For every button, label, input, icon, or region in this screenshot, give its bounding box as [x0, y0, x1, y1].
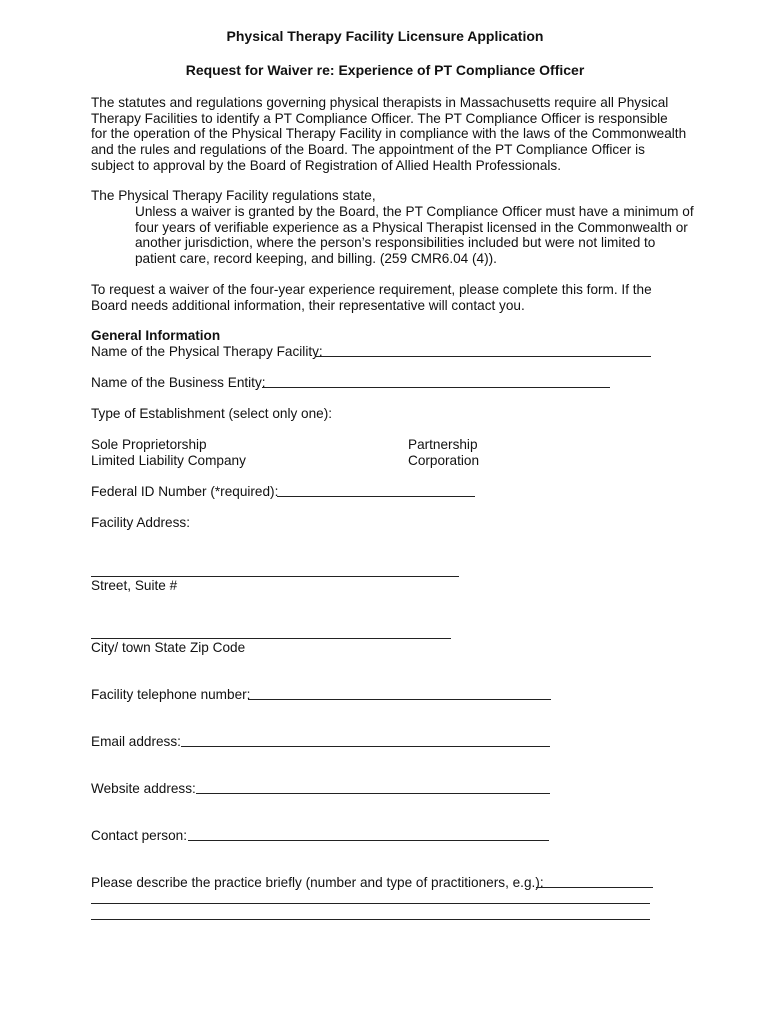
contact-person-label: Contact person:	[91, 828, 187, 843]
instructions-line: To request a waiver of the four-year experience requirement, please complete this form. If the	[91, 282, 652, 297]
telephone-field[interactable]	[248, 699, 551, 700]
business-entity-field[interactable]	[262, 387, 610, 388]
street-field[interactable]	[91, 576, 459, 577]
intro-line: The statutes and regulations governing physical therapists in Massachusetts require all Physical	[91, 95, 669, 110]
page-title: Physical Therapy Facility Licensure Application	[226, 28, 544, 44]
practice-description-field[interactable]	[536, 887, 653, 888]
contact-person-field[interactable]	[188, 840, 549, 841]
intro-line: and the rules and regulations of the Board. The appointment of the PT Compliance Officer is	[91, 142, 645, 158]
city-state-zip-field[interactable]	[91, 638, 451, 639]
quote-line: patient care, record keeping, and billing. (259 CMR6.04 (4)).	[135, 251, 497, 267]
quote-line: another jurisdiction, where the person’s responsibilities included but were not limited to	[135, 235, 656, 251]
intro-line: subject to approval by the Board of Registration of Allied Health Professionals.	[91, 157, 562, 173]
quote-line: Unless a waiver is granted by the Board, the PT Compliance Officer must have a minimum of	[135, 204, 694, 219]
website-label: Website address:	[91, 781, 196, 796]
option-limited-liability-company[interactable]: Limited Liability Company	[91, 453, 246, 468]
facility-name-label: Name of the Physical Therapy Facility:	[91, 344, 323, 359]
facility-name-field[interactable]	[316, 356, 651, 357]
instructions-line: Board needs additional information, their representative will contact you.	[91, 297, 525, 313]
quote-line: four years of verifiable experience as a Physical Therapist licensed in the Commonwealth or	[135, 219, 688, 235]
street-label: Street, Suite #	[91, 578, 178, 593]
federal-id-field[interactable]	[277, 496, 475, 497]
option-partnership[interactable]: Partnership	[408, 437, 478, 452]
email-field[interactable]	[181, 746, 550, 747]
regulation-lead: The Physical Therapy Facility regulations state,	[91, 188, 376, 203]
option-sole-proprietorship[interactable]: Sole Proprietorship	[91, 437, 207, 452]
intro-line: Therapy Facilities to identify a PT Compliance Officer. The PT Compliance Officer is responsible	[91, 110, 668, 126]
facility-address-label: Facility Address:	[91, 515, 190, 530]
practice-description-line-2[interactable]	[91, 903, 650, 904]
practice-description-line-3[interactable]	[91, 919, 650, 920]
regulation-quote	[135, 204, 694, 267]
intro-paragraph	[91, 95, 691, 174]
business-entity-label: Name of the Business Entity:	[91, 375, 266, 390]
page-subtitle: Request for Waiver re: Experience of PT Compliance Officer	[185, 62, 585, 78]
general-information-heading: General Information	[91, 328, 221, 343]
city-state-zip-label: City/ town State Zip Code	[91, 640, 246, 655]
instructions-paragraph	[91, 282, 691, 313]
website-field[interactable]	[196, 793, 550, 794]
intro-line: for the operation of the Physical Therapy Facility in compliance with the laws of the Commonwealth	[91, 126, 687, 142]
federal-id-label: Federal ID Number (*required):	[91, 484, 279, 499]
option-corporation[interactable]: Corporation	[408, 453, 480, 468]
establishment-type-label: Type of Establishment (select only one):	[91, 406, 333, 421]
telephone-label: Facility telephone number:	[91, 687, 251, 702]
email-label: Email address:	[91, 734, 181, 749]
practice-description-label: Please describe the practice briefly (number and type of practitioners, e.g.):	[91, 875, 544, 890]
